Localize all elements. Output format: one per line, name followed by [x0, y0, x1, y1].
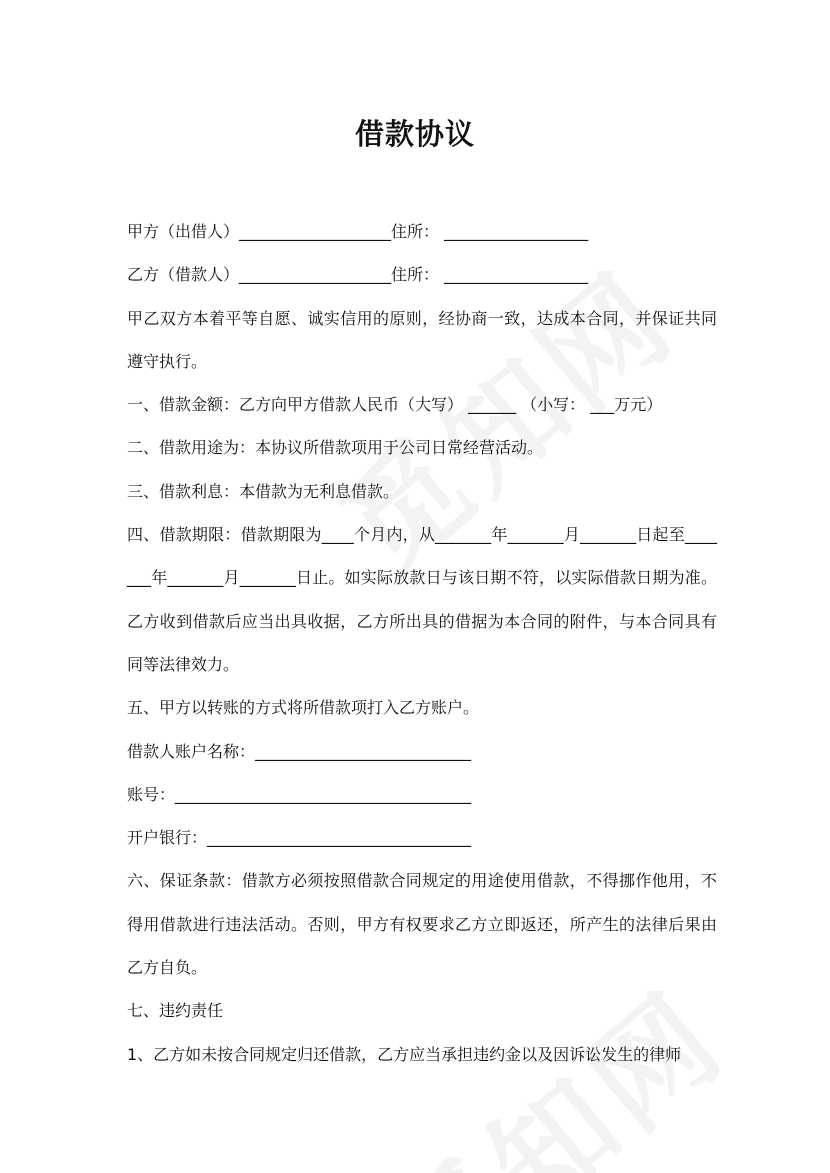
- clause-loan-purpose: 二、借款用途为：本协议所借款项用于公司日常经营活动。: [127, 438, 544, 458]
- account-number-field: 账号：_____________________________________: [127, 784, 472, 804]
- clause-loan-term: 四、借款期限：借款期限为____个月内，从_______年_______月_______日起至_______年_______月_______日止。如实际放款日与该日期不符，以实际借款日期为准。乙方收到借款后应当出具收据，乙方所出具的借据为本合同的附件，与本合同具有同等法律效力。: [127, 525, 717, 674]
- party-b-line: 乙方（借款人）___________________住所： __________________: [127, 265, 589, 285]
- clause-loan-amount: 一、借款金额：乙方向甲方借款人民币（大写） ______ （小写： ___万元）: [127, 395, 663, 415]
- party-a-line: 甲方（出借人）___________________住所： __________________: [127, 222, 589, 241]
- bank-name-field: 开户银行：_________________________________: [127, 828, 472, 848]
- clause-breach-heading: 七、违约责任: [127, 1001, 224, 1021]
- clause-transfer-method: 五、甲方以转账的方式将所借款项打入乙方账户。: [127, 698, 480, 718]
- document-title: 借款协议: [354, 117, 475, 151]
- clause-guarantee: 六、保证条款：借款方必须按照借款合同规定的用途使用借款，不得挪作他用，不得用借款进行违法活动。否则，甲方有权要求乙方立即返还，所产生的法律后果由乙方自负。: [127, 871, 717, 978]
- clause-breach-item-1: 1、乙方如未按合同规定归还借款，乙方应当承担违约金以及因诉讼发生的律师: [127, 1044, 682, 1064]
- account-name-field: 借款人账户名称：___________________________: [127, 741, 472, 761]
- document-body: [127, 210, 717, 1076]
- preamble-paragraph: 甲乙双方本着平等自愿、诚实信用的原则，经协商一致，达成本合同，并保证共同遵守执行。: [127, 308, 717, 371]
- clause-loan-interest: 三、借款利息：本借款为无利息借款。: [127, 481, 400, 501]
